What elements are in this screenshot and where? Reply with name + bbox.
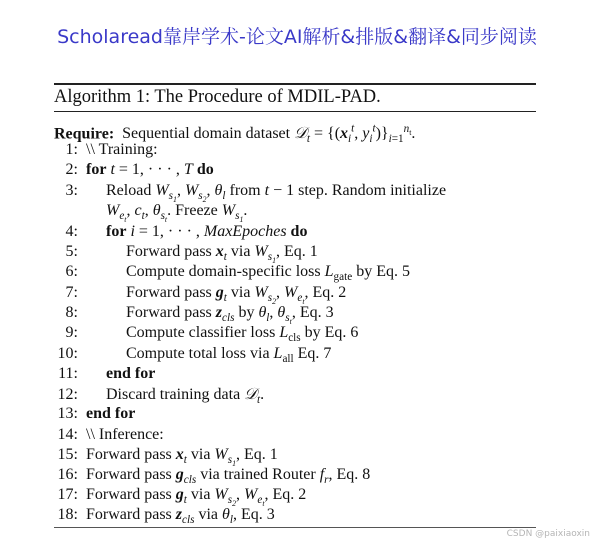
algorithm-line-17: 17: Forward pass $g_t$ via $W_{s_2}$, $W_{e_t}$, Eq. 2 <box>57 486 307 509</box>
algorithm-line-13: 13: end for <box>57 405 136 422</box>
algorithm-line-11: 11: end for <box>58 365 156 382</box>
algorithm-line-6: 6: Compute domain-specific loss $L_{gate}$ by Eq. 5 <box>65 263 410 284</box>
algorithm-line-14: 14: \\ Inference: <box>57 426 164 443</box>
algorithm-line-9: 9: Compute classifier loss $L_{cls}$ by Eq. 6 <box>65 324 359 345</box>
algorithm-title: Algorithm 1: The Procedure of MDIL-PAD. <box>54 87 381 107</box>
algorithm-line-16: 16: Forward pass $g_{cls}$ via trained Router $f_r$, Eq. 8 <box>57 466 371 487</box>
algorithm-top-rule <box>54 83 536 85</box>
algorithm-line-15: 15: Forward pass $x_t$ via $W_{s_1}$, Eq. 1 <box>57 446 278 469</box>
algorithm-line-5: 5: Forward pass $x_t$ via $W_{s_1}$, Eq. 1 <box>65 243 318 266</box>
algorithm-line-7: 7: Forward pass $g_t$ via $W_{s_2}$, $W_{e_t}$, Eq. 2 <box>65 284 347 307</box>
require-text: Sequential domain dataset 𝒟$_t$ = {($x_i^t$, $y_i^t)\}_{i=1}^{n_t}$. <box>118 123 416 146</box>
algorithm-line-8: 8: Forward pass $z_{cls}$ by $\theta_l$, $\theta_{s_t}$, Eq. 3 <box>65 304 334 327</box>
algorithm-line-10: 10: Compute total loss via $L_{all}$ Eq. 7 <box>57 345 332 366</box>
algorithm-line-12: 12: Discard training data 𝒟$_t$. <box>57 384 265 407</box>
algorithm-line-2: 2: for t = 1, · · · , T do <box>65 161 214 178</box>
algorithm-line-1: 1: \\ Training: <box>65 141 158 158</box>
algorithm-line-3: 3: Reload $W_{s_1}$, $W_{s_2}$, $\theta_l$ from t − 1 step. Random initialize <box>65 182 447 205</box>
algorithm-bottom-rule <box>54 527 536 528</box>
algorithm-line-3-cont: $W_{e_t}$, $c_t$, $\theta_{s_t}$. Freeze $W_{s_1}$. <box>106 202 248 225</box>
algorithm-line-4: 4: for i = 1, · · · , MaxEpoches do <box>65 223 308 240</box>
require-label: Require: <box>54 125 115 143</box>
csdn-watermark: CSDN @paixiaoxin <box>506 529 590 539</box>
scholaread-banner: Scholaread靠岸学术-论文AI解析&排版&翻译&同步阅读 <box>57 26 537 48</box>
algorithm-line-18: 18: Forward pass $z_{cls}$ via $\theta_l$, Eq. 3 <box>57 506 275 527</box>
algorithm-header-rule <box>54 111 536 112</box>
